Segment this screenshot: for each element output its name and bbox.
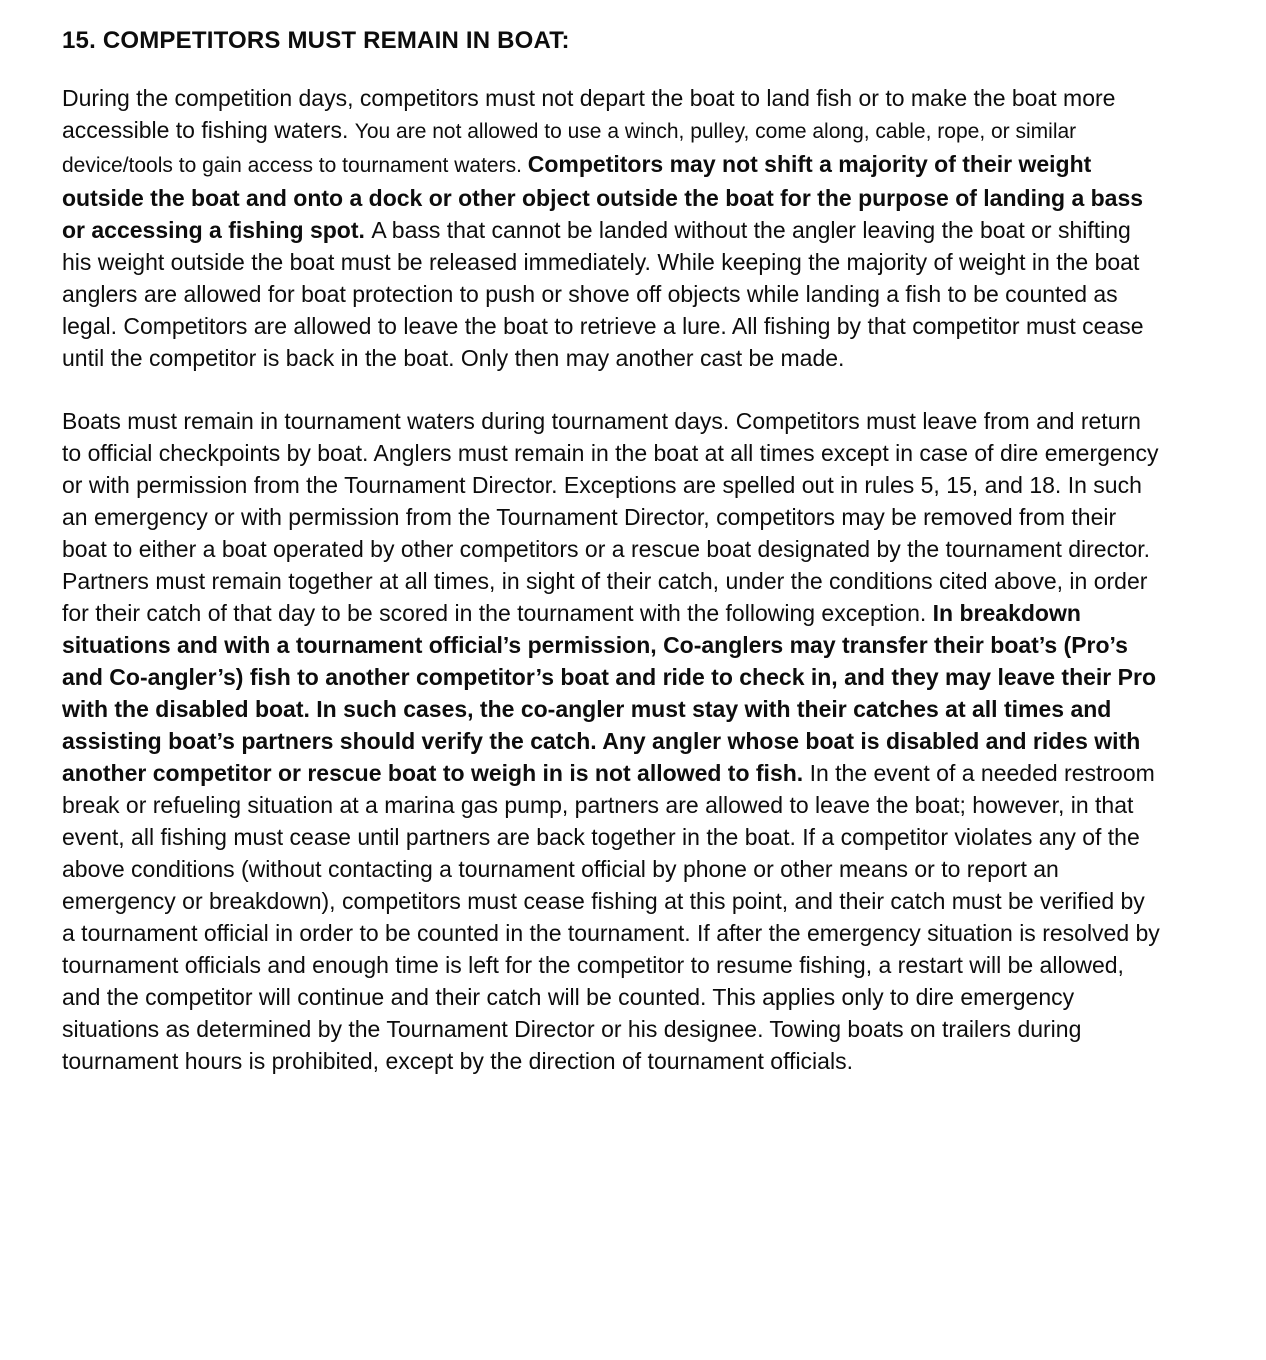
text-run: Competitors may not shift a majority of their weight outside the boat and onto a dock or other object outside the boat for the purpose of landing a bass or accessing a fishing spot. [62,151,1144,243]
text-run: A bass that cannot be landed without the angler leaving the boat or shifting his weight outside the boat must be released immediately. While keeping the majority of weight in the boat anglers are allowed for boat protection to push or shove off objects while landing a fish to be counted as legal. Competitors are allowed to leave the boat to retrieve a lure. All fishing by that competitor must cease until the competitor is back in the boat. Only then may another cast be made. [62,217,1144,371]
text-run: In breakdown situations and with a tournament official’s permission, Co-anglers may transfer their boat’s (Pro’s and Co-angler’s) fish to another competitor’s boat and ride to check in, and they may leave their Pro with the disabled boat. In such cases, the co-angler must stay with their catches at all times and assisting boat’s partners should verify the catch. Any angler whose boat is disabled and rides with another competitor or rescue boat to weigh in is not allowed to fish. [62,600,1156,786]
section-heading: 15. COMPETITORS MUST REMAIN IN BOAT: [62,27,570,54]
text-run: Boats must remain in tournament waters during tournament days. Competitors must leave from and return to official checkpoints by boat. Anglers must remain in the boat at all times except in case of dire emergency or with permission from the Tournament Director. Exceptions are spelled out in rules 5, 15, and 18. In such an emergency or with permission from the Tournament Director, competitors may be removed from their boat to either a boat operated by other competitors or a rescue boat designated by the tournament director. Partners must remain together at all times, in sight of their catch, under the conditions cited above, in order for their catch of that day to be scored in the tournament with the following exception. [62,408,1159,626]
paragraph [62,82,1162,374]
paragraph [62,405,1162,1077]
text-run: You are not allowed to use a winch, pulley, come along, cable, rope, or similar device/tools to gain access to tournament waters. [62,120,1077,177]
text-run: During the competition days, competitors must not depart the boat to land fish or to make the boat more accessible to fishing waters. [62,85,1116,143]
document-body [62,82,1162,1077]
text-run: In the event of a needed restroom break or refueling situation at a marina gas pump, partners are allowed to leave the boat; however, in that event, all fishing must cease until partners are back together in the boat. If a competitor violates any of the above conditions (without contacting a tournament official by phone or other means or to report an emergency or breakdown), competitors must cease fishing at this point, and their catch must be verified by a tournament official in order to be counted in the tournament. If after the emergency situation is resolved by tournament officials and enough time is left for the competitor to resume fishing, a restart will be allowed, and the competitor will continue and their catch will be counted. This applies only to dire emergency situations as determined by the Tournament Director or his designee. Towing boats on trailers during tournament hours is prohibited, except by the direction of tournament officials. [62,760,1160,1074]
